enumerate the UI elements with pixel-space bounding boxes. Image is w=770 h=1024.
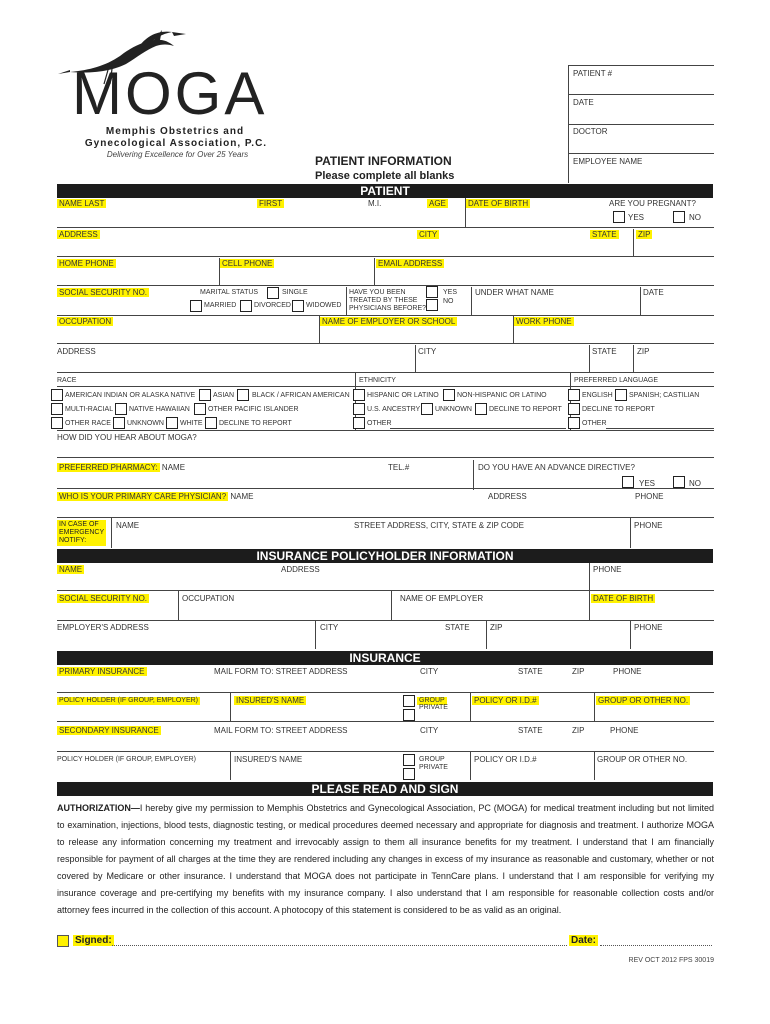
secondary-policy-id-label: POLICY OR I.D.#: [474, 755, 537, 764]
primary-holder-label: POLICY HOLDER (IF GROUP, EMPLOYER): [59, 697, 198, 704]
hispanic-label: HISPANIC OR LATINO: [367, 392, 439, 399]
treated-before-line1: HAVE YOU BEEN: [349, 289, 406, 296]
policyholder-phone-label: PHONE: [593, 565, 622, 574]
spanish-checkbox[interactable]: [615, 389, 627, 401]
primary-group-label: GROUP: [419, 697, 445, 704]
race-unknown-label: UNKNOWN: [127, 420, 164, 427]
asian-label: ASIAN: [213, 392, 235, 399]
pcp-label: WHO IS YOUR PRIMARY CARE PHYSICIAN?: [59, 492, 227, 501]
secondary-holder-label: POLICY HOLDER (IF GROUP, EMPLOYER): [57, 756, 196, 763]
ethnicity-unknown-label: UNKNOWN: [435, 406, 472, 413]
occupation-label: OCCUPATION: [59, 317, 112, 326]
spanish-label: SPANISH; CASTILIAN: [629, 392, 700, 399]
secondary-group-checkbox[interactable]: [403, 754, 415, 766]
email-label: EMAIL ADDRESS: [378, 259, 443, 268]
widowed-checkbox[interactable]: [292, 300, 304, 312]
language-other-checkbox[interactable]: [568, 417, 580, 429]
page-subtitle: Please complete all blanks: [315, 170, 455, 182]
pacific-islander-checkbox[interactable]: [194, 403, 206, 415]
advance-directive-label: DO YOU HAVE AN ADVANCE DIRECTIVE?: [478, 463, 635, 472]
language-other-label: OTHER: [582, 420, 607, 427]
employer-address-label: ADDRESS: [57, 347, 96, 356]
city-label: CITY: [419, 230, 438, 239]
address-label: ADDRESS: [59, 230, 98, 239]
pcp-phone-label: PHONE: [635, 492, 664, 501]
primary-group-no-label: GROUP OR OTHER NO.: [598, 696, 689, 705]
primary-insurance-label: PRIMARY INSURANCE: [59, 667, 145, 676]
directive-no-label: NO: [689, 479, 701, 488]
section-read-sign: PLEASE READ AND SIGN: [57, 782, 713, 796]
employer-zip-label: ZIP: [637, 347, 650, 356]
directive-yes-label: YES: [639, 479, 656, 488]
ethnicity-decline-label: DECLINE TO REPORT: [489, 406, 562, 413]
work-phone-label: WORK PHONE: [516, 317, 572, 326]
signed-label: Signed:: [75, 935, 112, 946]
sign-date-label: Date:: [571, 935, 597, 946]
treated-date-label: DATE: [643, 288, 664, 297]
race-decline-label: DECLINE TO REPORT: [219, 420, 292, 427]
employer-school-label: NAME OF EMPLOYER OR SCHOOL: [322, 317, 456, 326]
secondary-group-no-label: GROUP OR OTHER NO.: [597, 755, 688, 764]
secondary-city-label: CITY: [420, 726, 439, 735]
policyholder-dob-label: DATE OF BIRTH: [593, 594, 654, 603]
primary-insured-label: INSURED'S NAME: [236, 696, 305, 705]
policyholder-address-label: ADDRESS: [281, 565, 320, 574]
american-indian-label: AMERICAN INDIAN OR ALASKA NATIVE: [65, 392, 196, 399]
authorization-heading: AUTHORIZATION—: [57, 803, 140, 813]
brand-logo-text: MOGA: [72, 60, 268, 127]
employer-phone2-label: PHONE: [634, 623, 663, 632]
employee-name-field[interactable]: EMPLOYEE NAME: [573, 157, 643, 166]
emergency-name-label: NAME: [116, 521, 140, 530]
signed-checkbox[interactable]: [57, 935, 69, 947]
ethnicity-decline-checkbox[interactable]: [475, 403, 487, 415]
primary-state-label: STATE: [518, 667, 543, 676]
us-ancestry-label: U.S. ANCESTRY: [367, 406, 421, 413]
secondary-insured-label: INSURED'S NAME: [234, 755, 303, 764]
secondary-group-label: GROUP: [419, 756, 445, 763]
pcp-row: [57, 492, 254, 501]
office-date-field[interactable]: DATE: [573, 98, 594, 107]
home-phone-label: HOME PHONE: [59, 259, 114, 268]
secondary-private-label: PRIVATE: [419, 764, 448, 771]
pregnant-no-checkbox[interactable]: [673, 211, 685, 223]
race-unknown-checkbox[interactable]: [113, 417, 125, 429]
american-indian-checkbox[interactable]: [51, 389, 63, 401]
marital-status-label: MARITAL STATUS: [200, 289, 259, 296]
language-decline-label: DECLINE TO REPORT: [582, 406, 655, 413]
doctor-field[interactable]: DOCTOR: [573, 127, 608, 136]
how-heard-label: HOW DID YOU HEAR ABOUT MOGA?: [57, 433, 197, 442]
primary-private-checkbox[interactable]: [403, 709, 415, 721]
hawaiian-checkbox[interactable]: [115, 403, 127, 415]
directive-no-checkbox[interactable]: [673, 476, 685, 488]
primary-private-label: PRIVATE: [419, 704, 448, 711]
authorization-paragraph: [57, 800, 714, 919]
non-hispanic-checkbox[interactable]: [443, 389, 455, 401]
primary-zip-label: ZIP: [572, 667, 585, 676]
revision-label: REV OCT 2012 FPS 30019: [628, 957, 714, 964]
patient-number-field[interactable]: PATIENT #: [573, 69, 613, 78]
ethnicity-unknown-checkbox[interactable]: [421, 403, 433, 415]
english-checkbox[interactable]: [568, 389, 580, 401]
divorced-checkbox[interactable]: [240, 300, 252, 312]
policyholder-occupation-label: OCCUPATION: [182, 594, 235, 603]
secondary-state-label: STATE: [518, 726, 543, 735]
primary-city-label: CITY: [420, 667, 439, 676]
ethnicity-other-checkbox[interactable]: [353, 417, 365, 429]
policyholder-ssn-label: SOCIAL SECURITY NO.: [59, 594, 148, 603]
primary-group-checkbox[interactable]: [403, 695, 415, 707]
directive-yes-checkbox[interactable]: [622, 476, 634, 488]
secondary-insurance-label: SECONDARY INSURANCE: [59, 726, 159, 735]
other-race-checkbox[interactable]: [51, 417, 63, 429]
page-title: PATIENT INFORMATION: [315, 154, 452, 168]
secondary-mail-to-label: MAIL FORM TO: STREET ADDRESS: [214, 726, 348, 735]
multi-racial-checkbox[interactable]: [51, 403, 63, 415]
widowed-label: WIDOWED: [306, 302, 342, 309]
employer-state-label: STATE: [592, 347, 617, 356]
name-last-label: NAME LAST: [59, 199, 105, 208]
employer-zip2-label: ZIP: [490, 623, 503, 632]
ethnicity-other-label: OTHER: [367, 420, 392, 427]
white-checkbox[interactable]: [166, 417, 178, 429]
single-checkbox[interactable]: [267, 287, 279, 299]
authorization-text: I hereby give my permission to Memphis Obstetrics and Gynecological Association, PC (MOGA) for medical treatment including but not limited to examination, injections, blood tests, diagnostic testing, or medical procedures deemed necessary and appropriate for diagnosis and treatment. I authorize MOGA to release any information concerning my treatment and irrevocably assign to them all insurance benefits for my treatment. I understand that I am financially responsible for payment of all charges at the time they are rendered including any changes in excess of my insurance as reasonable and customary, whether or not covered by Medicare or other insurance. I understand that MOGA does not participate in TennCare plans. I understand that I am responsible for verifying my insurance coverage and pre-certifying my benefits with my insurance company. I also understand that I am responsible for reasonable collection costs and/or attorney fees incurred in the collection of this account. A photocopy of this statement is considered to be as valid as an original.: [57, 803, 714, 915]
pregnant-no-label: NO: [689, 213, 701, 222]
ssn-label: SOCIAL SECURITY NO.: [59, 288, 148, 297]
race-label: RACE: [57, 377, 77, 384]
black-checkbox[interactable]: [237, 389, 249, 401]
under-what-name-label: UNDER WHAT NAME: [475, 288, 554, 297]
employer-city-label: CITY: [418, 347, 437, 356]
treated-no-label: NO: [443, 298, 454, 305]
hawaiian-label: NATIVE HAWAIIAN: [129, 406, 190, 413]
hispanic-checkbox[interactable]: [353, 389, 365, 401]
us-ancestry-checkbox[interactable]: [353, 403, 365, 415]
single-label: SINGLE: [282, 289, 308, 296]
employer-state2-label: STATE: [445, 623, 470, 632]
multi-racial-label: MULTI-RACIAL: [65, 406, 114, 413]
asian-checkbox[interactable]: [199, 389, 211, 401]
race-decline-checkbox[interactable]: [205, 417, 217, 429]
secondary-phone-label: PHONE: [610, 726, 639, 735]
state-label: STATE: [592, 230, 617, 239]
signature-line[interactable]: [112, 945, 567, 946]
emergency-line3: NOTIFY:: [59, 537, 87, 544]
emergency-line2: EMERGENCY: [59, 529, 105, 536]
section-insurance: INSURANCE: [57, 651, 713, 665]
zip-label: ZIP: [638, 230, 651, 239]
english-label: ENGLISH: [582, 392, 613, 399]
married-label: MARRIED: [204, 302, 237, 309]
pharmacy-name-label: NAME: [161, 463, 186, 472]
divorced-label: DIVORCED: [254, 302, 291, 309]
emergency-label: [57, 520, 106, 546]
pcp-address-label: ADDRESS: [488, 492, 527, 501]
treated-yes-label: YES: [443, 289, 458, 296]
treated-no-checkbox[interactable]: [426, 299, 438, 311]
married-checkbox[interactable]: [190, 300, 202, 312]
pharmacy-row: [57, 463, 185, 472]
white-label: WHITE: [180, 420, 203, 427]
dob-label: DATE OF BIRTH: [468, 199, 529, 208]
primary-phone-label: PHONE: [613, 667, 642, 676]
ethnicity-label: ETHNICITY: [359, 377, 396, 384]
emergency-phone-label: PHONE: [634, 521, 663, 530]
primary-mail-to-label: MAIL FORM TO: STREET ADDRESS: [214, 667, 348, 676]
treated-before-line2: TREATED BY THESE: [349, 297, 418, 304]
org-name-line2: Gynecological Association, P.C.: [84, 138, 268, 149]
treated-yes-checkbox[interactable]: [426, 286, 438, 298]
age-label: AGE: [429, 199, 446, 208]
language-label: PREFERRED LANGUAGE: [574, 377, 659, 384]
emergency-line1: IN CASE OF: [59, 521, 99, 528]
pharmacy-label: PREFERRED PHARMACY:: [59, 463, 158, 472]
emergency-street-label: STREET ADDRESS, CITY, STATE & ZIP CODE: [354, 521, 524, 530]
policyholder-employer-label: NAME OF EMPLOYER: [400, 594, 484, 603]
language-decline-checkbox[interactable]: [568, 403, 580, 415]
employers-address-label: EMPLOYER'S ADDRESS: [57, 623, 149, 632]
treated-before-line3: PHYSICIANS BEFORE?: [349, 305, 427, 312]
employer-city2-label: CITY: [320, 623, 339, 632]
other-race-label: OTHER RACE: [65, 420, 111, 427]
pregnant-yes-checkbox[interactable]: [613, 211, 625, 223]
tagline: Delivering Excellence for Over 25 Years: [106, 150, 249, 159]
org-name-line1: Memphis Obstetrics and: [105, 126, 245, 137]
sign-date-line[interactable]: [600, 945, 712, 946]
pacific-islander-label: OTHER PACIFIC ISLANDER: [208, 406, 299, 413]
cell-phone-label: CELL PHONE: [222, 259, 273, 268]
pcp-name-label: NAME: [230, 492, 254, 501]
black-label: BLACK / AFRICAN AMERICAN: [252, 392, 350, 399]
pregnant-label: ARE YOU PREGNANT?: [609, 199, 696, 208]
non-hispanic-label: NON-HISPANIC OR LATINO: [457, 392, 547, 399]
secondary-private-checkbox[interactable]: [403, 768, 415, 780]
section-patient: PATIENT: [57, 184, 713, 198]
first-name-label: FIRST: [259, 199, 283, 208]
mi-label: M.I.: [368, 199, 382, 208]
pregnant-yes-label: YES: [628, 213, 645, 222]
policyholder-name-label: NAME: [59, 565, 83, 574]
section-policyholder: INSURANCE POLICYHOLDER INFORMATION: [57, 549, 713, 563]
secondary-zip-label: ZIP: [572, 726, 585, 735]
pharmacy-tel-label: TEL.#: [388, 463, 410, 472]
primary-policy-id-label: POLICY OR I.D.#: [474, 696, 537, 705]
